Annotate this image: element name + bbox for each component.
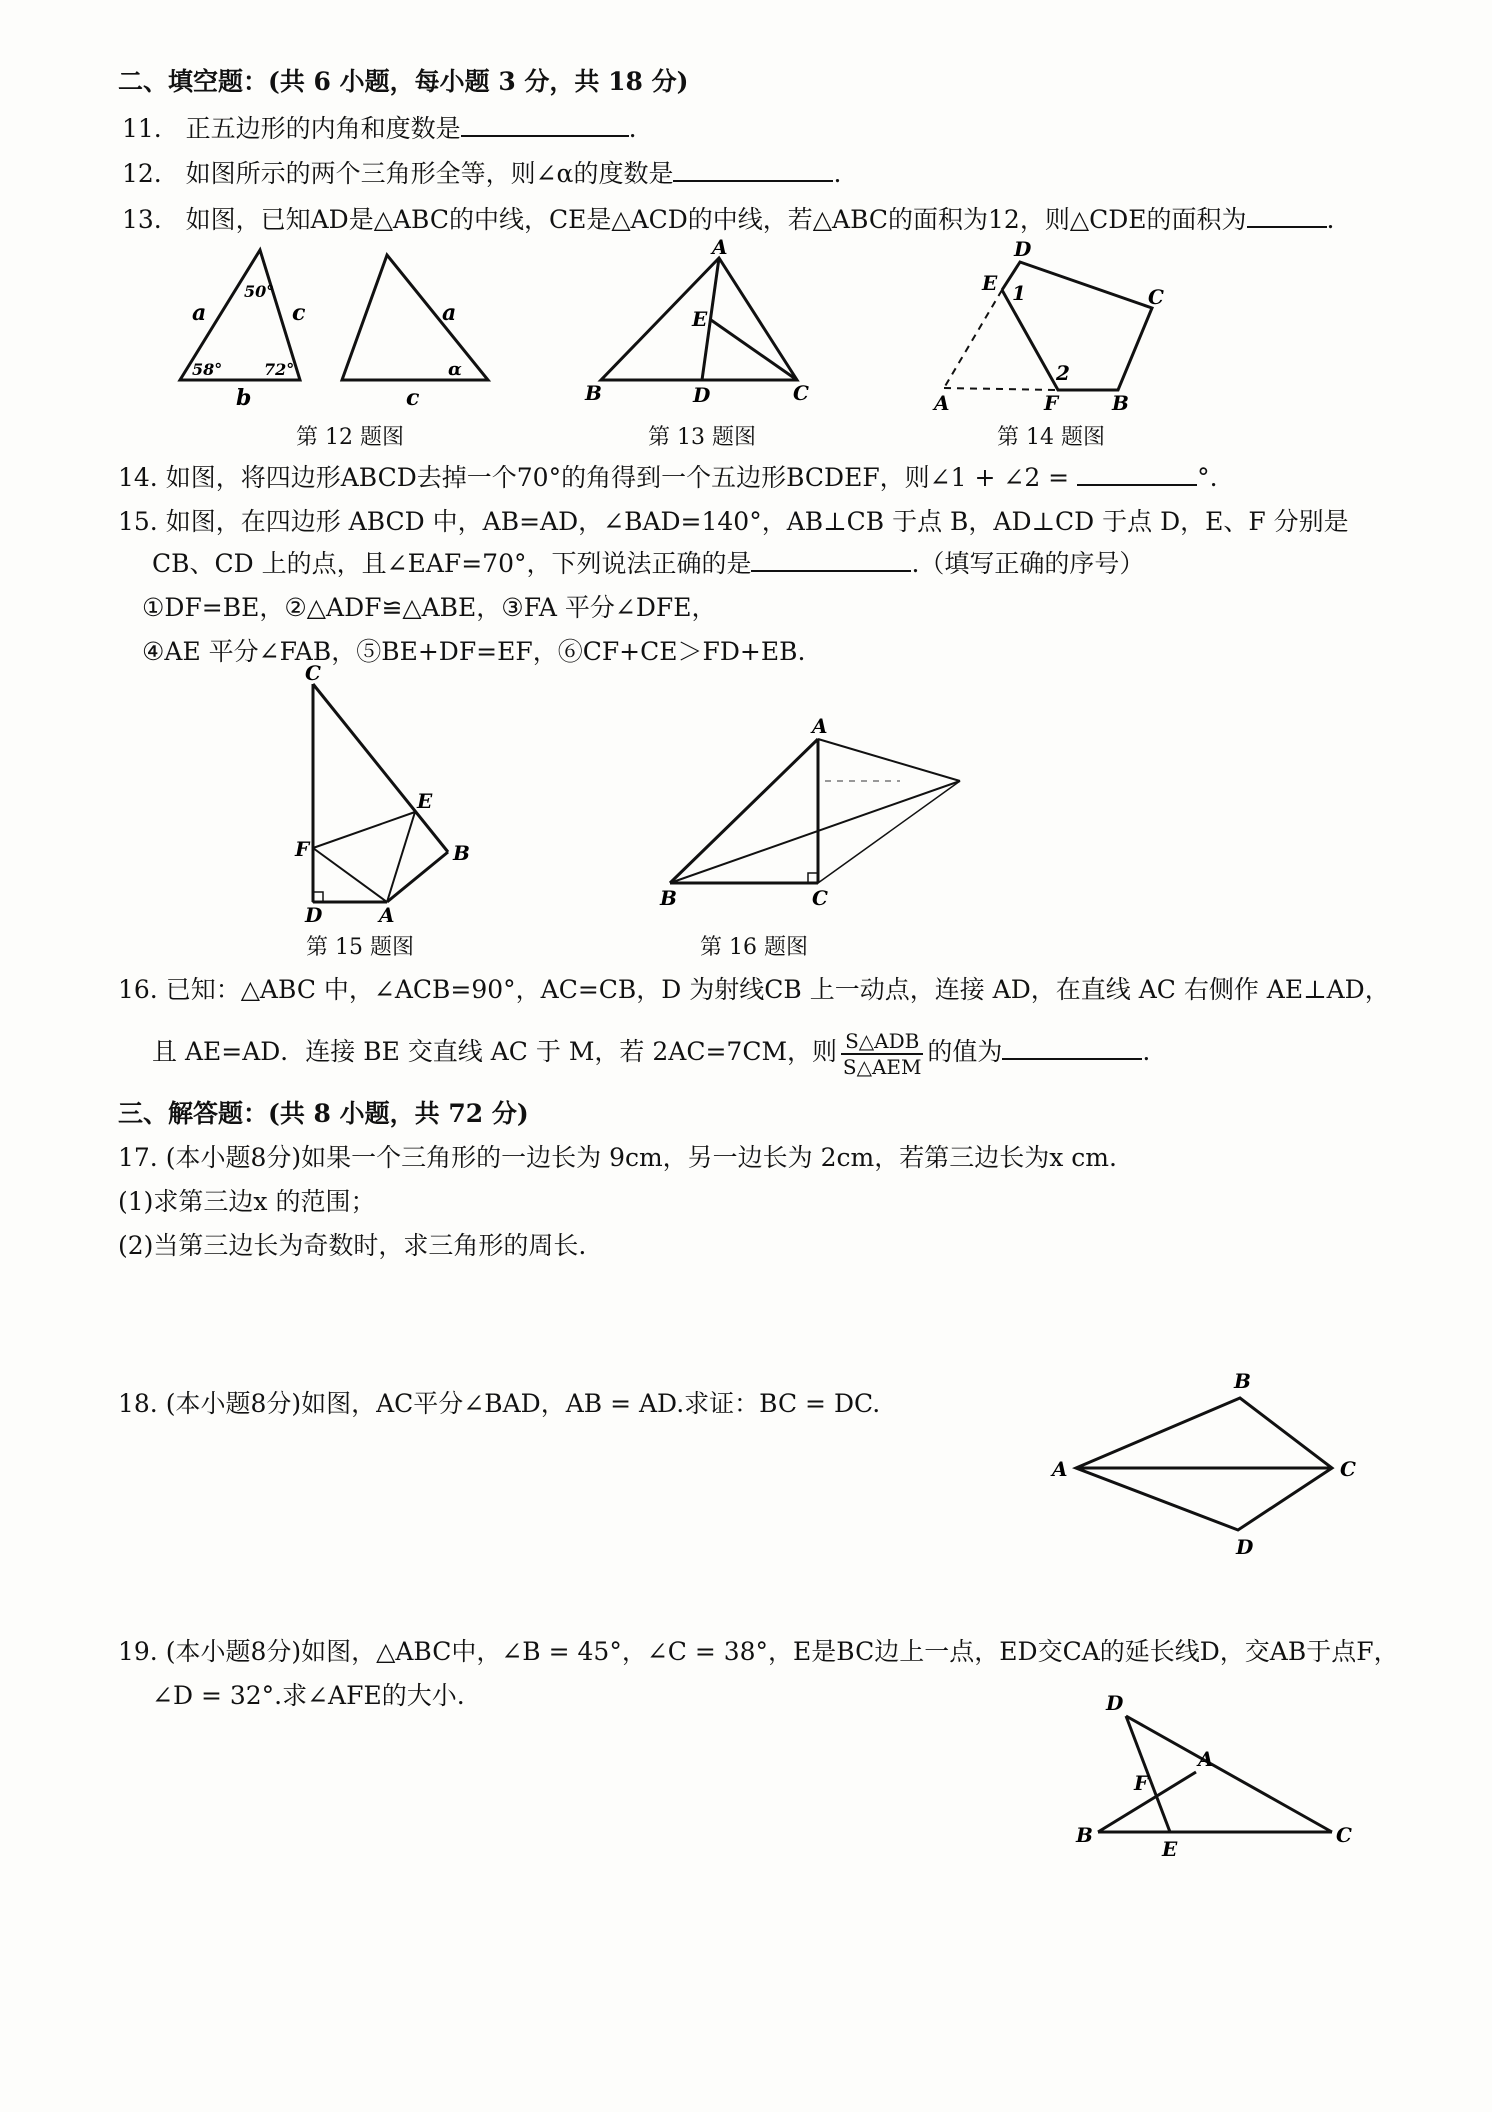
fig15-label-a: A: [379, 903, 395, 927]
q11-text: 正五边形的内角和度数是: [185, 114, 461, 143]
fig18-label-a: A: [1052, 1457, 1068, 1481]
fig15-side-cb: [313, 684, 448, 852]
q15-line1: 15. 如图，在四边形 ABCD 中，AB=AD，∠BAD=140°，AB⊥CB 于点 B，AD⊥CD 于点 D，E、F 分别是: [118, 507, 1349, 536]
fig19-label-d: D: [1106, 1691, 1124, 1715]
fig16-segment-ae: [818, 739, 960, 781]
q19-line2: ∠D = 32°.求∠AFE的大小.: [152, 1681, 465, 1710]
q11-answer-blank[interactable]: [461, 113, 629, 137]
q15-line2-end: .（填写正确的序号）: [911, 549, 1145, 578]
fig14-label-d: D: [1014, 237, 1032, 261]
q16-end: .: [1142, 1037, 1151, 1066]
q16-answer-blank[interactable]: [1002, 1036, 1142, 1060]
q16-fraction: [841, 1029, 923, 1079]
fig16-side-ab: [670, 739, 818, 883]
fig18-quadrilateral: [1076, 1398, 1332, 1530]
q14-end: °.: [1197, 463, 1218, 492]
fig15-label-d: D: [305, 903, 323, 927]
q12-number: 12.: [122, 159, 162, 188]
fig16-segment-ed: [818, 781, 960, 883]
fig13-label-d: D: [693, 383, 711, 407]
q12-text: 如图所示的两个三角形全等，则∠α的度数是: [185, 159, 674, 188]
fig14-angle-1: 1: [1012, 281, 1026, 305]
fig16-label-a: A: [812, 714, 828, 738]
q12-answer-blank[interactable]: [673, 158, 833, 182]
fig15-label-e: E: [417, 789, 433, 813]
fig19-label-f: F: [1134, 1771, 1149, 1795]
fig14-label-b: B: [1112, 391, 1129, 415]
q16-line2-text-a: 且 AE=AD．连接 BE 交直线 AC 于 M，若 2AC=7CM，则: [152, 1037, 838, 1066]
fig12-angle-right: 72°: [264, 360, 295, 379]
fig13-label-a: A: [712, 235, 728, 259]
q14-answer-blank[interactable]: [1077, 462, 1197, 486]
figure-18: [1050, 1370, 1360, 1560]
fig16-caption: 第 16 题图: [700, 935, 808, 960]
q17-sub2: (2)当第三边长为奇数时，求三角形的周长.: [118, 1231, 587, 1260]
q16-fraction-numerator: S△ADB: [841, 1029, 923, 1055]
fig12-side-b: b: [236, 385, 252, 411]
q15-line4: ④AE 平分∠FAB，⑤BE+DF=EF，⑥CF+CE＞FD+EB.: [142, 637, 806, 666]
q19-line1: 19. (本小题8分)如图，△ABC中，∠B = 45°，∠C = 38°，E是BC边上一点，ED交CA的延长线D，交AB于点F，: [118, 1637, 1399, 1666]
fig12-t2-side-a: a: [442, 300, 457, 326]
fig12-angle-left: 58°: [192, 360, 223, 379]
fig13-median-ce: [711, 320, 797, 380]
fig15-caption: 第 15 题图: [306, 935, 414, 960]
q16-line2: [152, 1024, 1150, 1080]
q18-line1: 18. (本小题8分)如图，AC平分∠BAD，AB = AD.求证：BC = DC.: [118, 1389, 881, 1418]
figure-19: [1070, 1690, 1360, 1870]
figure-15: [295, 661, 485, 927]
fig12-side-c: c: [292, 300, 306, 326]
q16-line1: 16. 已知：△ABC 中，∠ACB=90°，AC=CB，D 为射线CB 上一动点，连接 AD，在直线 AC 右侧作 AE⊥AD，: [118, 975, 1390, 1004]
fig13-label-b: B: [585, 381, 602, 405]
q15-line3: ①DF=BE，②△ADF≌△ABE，③FA 平分∠DFE，: [142, 593, 717, 622]
fig14-label-a: A: [934, 391, 950, 415]
q17-line1: 17. (本小题8分)如果一个三角形的一边长为 9cm，另一边长为 2cm，若第三边长为x cm.: [118, 1143, 1117, 1172]
q11-number: 11.: [122, 114, 162, 143]
figure-14: [930, 237, 1170, 420]
fig19-label-a: A: [1198, 1747, 1214, 1771]
fig15-segment-fe: [313, 812, 415, 848]
q17-sub1: (1)求第三边x 的范围；: [118, 1187, 376, 1216]
fig19-line-dc: [1126, 1716, 1332, 1832]
q15-answer-blank[interactable]: [751, 548, 911, 572]
question-11: [122, 113, 637, 145]
q13-answer-blank[interactable]: [1247, 204, 1327, 228]
fig12-triangle-2: [342, 255, 488, 380]
figure-12: [170, 245, 500, 410]
fig16-label-b: B: [660, 886, 677, 910]
q12-end: .: [833, 159, 842, 188]
fig14-angle-2: 2: [1056, 361, 1070, 385]
question-14: [118, 462, 1218, 494]
fig19-label-e: E: [1162, 1837, 1178, 1861]
fig16-label-c: C: [812, 886, 828, 910]
fig15-side-ba: [387, 852, 448, 902]
question-13: [122, 204, 1334, 236]
fig13-label-c: C: [793, 381, 809, 405]
fig14-label-e: E: [982, 271, 998, 295]
q13-text: 如图，已知AD是△ABC的中线，CE是△ACD的中线，若△ABC的面积为12，则△CDE的面积为: [185, 205, 1247, 234]
fig13-label-e: E: [692, 307, 708, 331]
fig18-label-b: B: [1234, 1369, 1251, 1393]
fig15-label-f: F: [295, 837, 310, 861]
fig12-side-a: a: [192, 300, 207, 326]
fig18-label-d: D: [1236, 1535, 1254, 1559]
fig14-label-c: C: [1148, 285, 1164, 309]
fig13-caption: 第 13 题图: [648, 425, 756, 450]
fig12-caption: 第 12 题图: [296, 425, 404, 450]
fig14-caption: 第 14 题图: [997, 425, 1105, 450]
fig15-segment-ea: [387, 812, 415, 902]
fig19-label-b: B: [1076, 1823, 1093, 1847]
fig12-t2-side-c: c: [406, 385, 420, 411]
q13-end: .: [1326, 205, 1335, 234]
section3-heading: 三、解答题：(共 8 小题，共 72 分): [118, 1099, 529, 1128]
fig16-segment-be: [670, 781, 960, 883]
q16-line2-text-b: 的值为: [927, 1037, 1003, 1066]
fig14-dashed-ae: [944, 290, 1002, 388]
fig18-label-c: C: [1340, 1457, 1356, 1481]
figure-13: [585, 235, 815, 410]
fig12-angle-top: 50°: [244, 282, 275, 301]
figure-16: [660, 715, 980, 915]
fig15-label-c: C: [305, 661, 321, 685]
q13-number: 13.: [122, 205, 162, 234]
q15-line2: [152, 548, 1144, 580]
question-12: [122, 158, 841, 190]
q14-text: 14. 如图，将四边形ABCD去掉一个70°的角得到一个五边形BCDEF，则∠1 + ∠2 =: [118, 463, 1070, 492]
fig14-dashed-af: [944, 388, 1058, 390]
q15-line2-text: CB、CD 上的点，且∠EAF=70°，下列说法正确的是: [152, 549, 752, 578]
fig15-label-b: B: [453, 841, 470, 865]
fig15-segment-fa: [313, 848, 387, 902]
fig12-angle-alpha: α: [448, 359, 462, 380]
section2-heading: 二、填空题：(共 6 小题，每小题 3 分，共 18 分): [118, 67, 689, 96]
q11-end: .: [628, 114, 637, 143]
fig14-label-f: F: [1044, 391, 1059, 415]
fig19-label-c: C: [1336, 1823, 1352, 1847]
q16-fraction-denominator: S△AEM: [842, 1054, 922, 1079]
